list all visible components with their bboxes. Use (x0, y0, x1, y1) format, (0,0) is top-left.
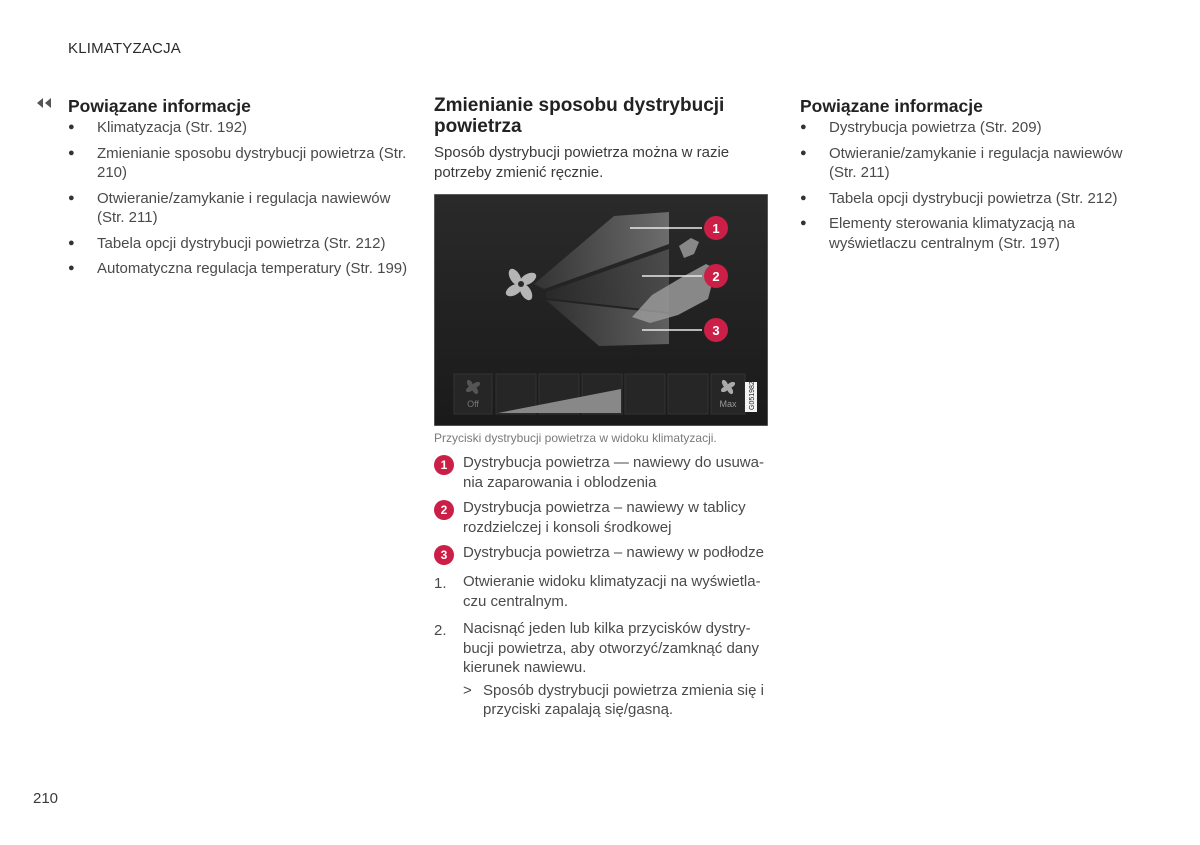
related-link[interactable]: ● Tabela opcji dystrybucji powietrza (Str. 212) (800, 189, 1118, 207)
figure-caption: Przyciski dystrybucji powietrza w widoku klimatyzacji. (434, 431, 717, 445)
related-link[interactable]: ● Otwieranie/zamykanie i regulacja nawiewów (Str. 211) (800, 144, 1123, 181)
left-related-info (68, 96, 408, 285)
legend-item: 3 Dystrybucja powietrza – nawiewy w podłodze (434, 543, 769, 563)
step-item: 2. Nacisnąć jeden lub kilka przycisków dystry-bucji powietrza, aby otworzyć/zamknąć dany kierunek nawiewu. > Sposób dystrybucji powietrza zmienia się i przyciski zapalają się/gasną. (434, 619, 769, 720)
page-number: 210 (33, 790, 59, 807)
related-link[interactable]: ● Dystrybucja powietrza (Str. 209) (800, 119, 1042, 136)
svg-text:2: 2 (712, 269, 720, 284)
callout-3 (704, 318, 728, 342)
section-title: Zmienianie sposobu dystrybucji powietrza (434, 95, 725, 137)
legend-badge: 1 (434, 455, 454, 475)
callout-legend (434, 453, 769, 569)
related-link[interactable]: ● Zmienianie sposobu dystrybucji powietrza (Str. 210) (68, 144, 407, 181)
svg-text:1: 1 (712, 221, 720, 236)
related-link[interactable]: ● Automatyczna regulacja temperatury (Str. 199) (68, 260, 408, 277)
step-item: 1. Otwieranie widoku klimatyzacji na wyświetla-czu centralnym. (434, 573, 761, 610)
off-label: Off (467, 399, 479, 409)
step-result: > Sposób dystrybucji powietrza zmienia się i przyciski zapalają się/gasną. (463, 681, 764, 718)
legend-badge: 3 (434, 545, 454, 565)
fan-speed-bar (454, 374, 745, 414)
callout-2 (704, 264, 728, 288)
callout-1 (704, 216, 728, 240)
climate-screen-illustration (434, 194, 768, 426)
related-link[interactable]: ● Tabela opcji dystrybucji powietrza (Str. 212) (68, 234, 386, 252)
figure-code: G051982 (749, 381, 756, 410)
section-header: KLIMATYZACJA (68, 40, 181, 57)
procedure-steps (434, 572, 769, 728)
legend-item: 1 Dystrybucja powietrza — nawiewy do usuwa-nia zaparowania i oblodzenia (434, 453, 769, 492)
intro-text: Sposób dystrybucji powietrza można w razie potrzeby zmienić ręcznie. (434, 144, 730, 181)
max-label: Max (719, 399, 737, 409)
right-related-info (800, 96, 1145, 259)
left-related-title: Powiązane informacje (68, 96, 251, 116)
legend-item: 2 Dystrybucja powietrza – nawiewy w tablicy rozdzielczej i konsoli środkowej (434, 498, 769, 537)
related-link[interactable]: ● Otwieranie/zamykanie i regulacja nawiewów (Str. 211) (68, 189, 391, 226)
back-arrows-icon[interactable] (36, 97, 52, 109)
main-section (434, 95, 769, 183)
related-link[interactable]: ● Klimatyzacja (Str. 192) (68, 119, 248, 136)
right-related-title: Powiązane informacje (800, 96, 983, 116)
legend-badge: 2 (434, 500, 454, 520)
related-link[interactable]: ● Elementy sterowania klimatyzacją na wyświetlaczu centralnym (Str. 197) (800, 215, 1075, 252)
svg-text:3: 3 (712, 323, 720, 338)
